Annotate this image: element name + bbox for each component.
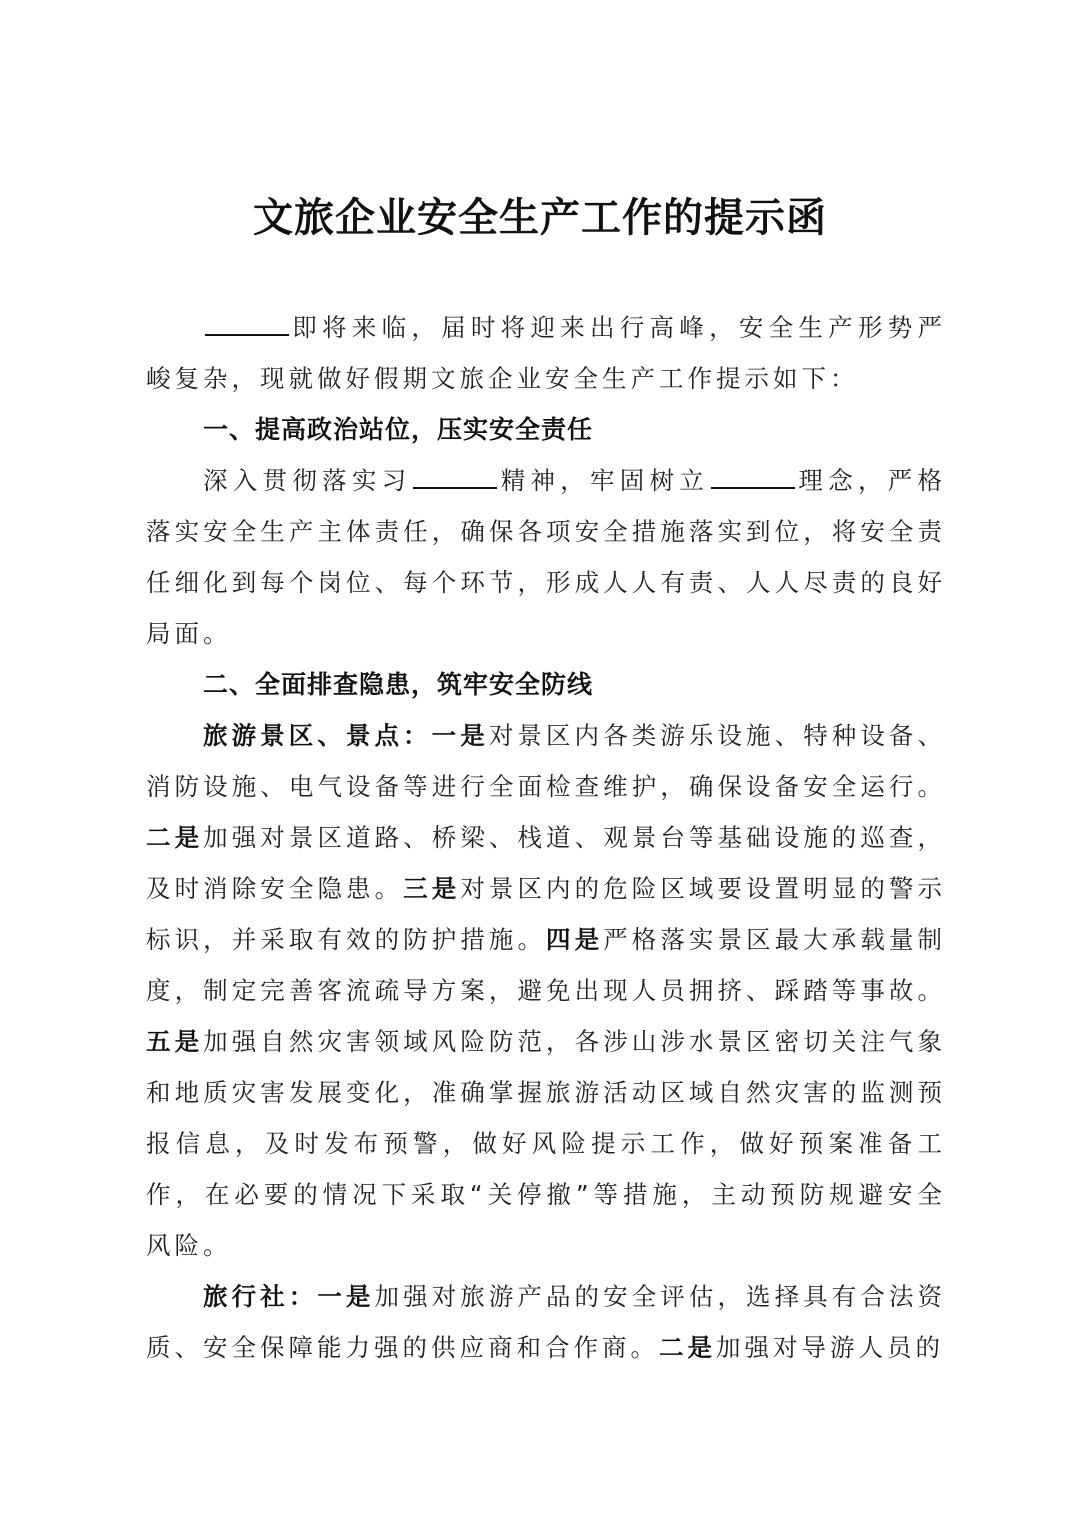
fill-in-blank	[413, 467, 497, 489]
scenic-item-label: 二是	[146, 823, 204, 852]
scenic-item-text: 加强对景区道路、桥梁、栈道、观景台等基础设施的巡查，及时消除安全隐患。	[146, 823, 947, 903]
fill-in-blank	[205, 314, 289, 336]
travel-agency-lead: 旅行社：	[203, 1282, 318, 1311]
document-title: 文旅企业安全生产工作的提示函	[253, 194, 827, 241]
section-1-text-b: 精神，牢固树立	[499, 466, 710, 495]
travel-agency-item-label: 二是	[659, 1333, 716, 1362]
fill-in-blank	[711, 467, 795, 489]
travel-agency-item-text: 加强对旅游产品的安全评估，选择具有合法资质、安全保障能力强的供应商和合作商。	[146, 1282, 947, 1362]
scenic-item-text: 严格落实景区最大承载量制度，制定完善客流疏导方案，避免出现人员拥挤、踩踏等事故。	[146, 925, 947, 1005]
document-body	[146, 302, 946, 1373]
scenic-item-label: 五是	[146, 1027, 204, 1056]
scenic-item-label: 四是	[546, 925, 604, 954]
scenic-item-text: 对景区内各类游乐设施、特种设备、消防设施、电气设备等进行全面检查维护，确保设备安全运行。	[146, 721, 947, 801]
scenic-item-label: 一是	[431, 721, 489, 750]
scenic-lead: 旅游景区、景点：	[203, 721, 432, 750]
section-1-paragraph	[146, 455, 946, 659]
scenic-item-text: 对景区内的危险区域要设置明显的警示标识，并采取有效的防护措施。	[146, 874, 947, 954]
travel-agency-paragraph	[146, 1271, 946, 1373]
scenic-item-label: 三是	[403, 874, 461, 903]
scenic-item-text: 加强自然灾害领域风险防范，各涉山涉水景区密切关注气象和地质灾害发展变化，准确掌握旅游活动区域自然灾害的监测预报信息，及时发布预警，做好风险提示工作，做好预案准备工作，在必要的情况下采取“关停撤”等措施，主动预防规避安全风险。	[146, 1027, 947, 1260]
scenic-paragraph	[146, 710, 946, 1271]
intro-paragraph	[146, 302, 946, 404]
intro-text: 即将来临，届时将迎来出行高峰，安全生产形势严峻复杂，现就做好假期文旅企业安全生产工作提示如下：	[146, 313, 946, 393]
travel-agency-item-text: 加强对导游人员的	[716, 1333, 944, 1362]
travel-agency-item-label: 一是	[317, 1282, 375, 1311]
section-2-heading: 二、全面排查隐患，筑牢安全防线	[203, 670, 594, 699]
section-1-text-a: 深入贯彻落实习	[203, 466, 412, 495]
section-1-text-c: 理念，严格落实安全生产主体责任，确保各项安全措施落实到位，将安全责任细化到每个岗位、每个环节，形成人人有责、人人尽责的良好局面。	[146, 466, 947, 648]
section-1-heading: 一、提高政治站位，压实安全责任	[203, 415, 594, 444]
